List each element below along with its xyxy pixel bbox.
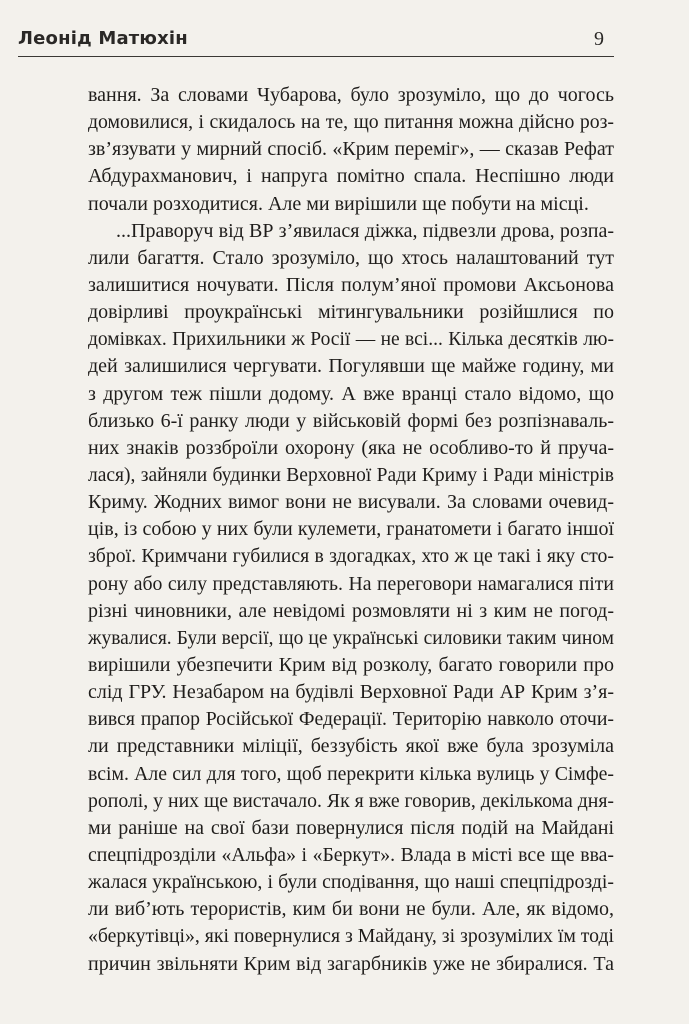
text-line: вирішили убезпечити Крим від розколу, багато говорили про bbox=[88, 653, 614, 676]
running-head-author: Леонід Матюхін bbox=[18, 28, 188, 49]
text-line: ців, із собою у них були кулемети, гранатомети і багато іншої bbox=[88, 518, 614, 541]
text-line: ли виб’ють терористів, ким би вони не були. Але, як відомо, bbox=[88, 898, 614, 921]
text-line: зв’язувати у мирний спосіб. «Крим переміг», — сказав Рефат bbox=[88, 138, 614, 161]
text-line: «беркутівці», які повернулися з Майдану, зі зрозумілих їм тоді bbox=[88, 925, 614, 948]
text-line: ми раніше на свої бази повернулися після подій на Майдані bbox=[88, 816, 614, 839]
text-line: лася), зайняли будинки Верховної Ради Криму і Ради міністрів bbox=[88, 464, 614, 486]
text-line: почали розходитися. Але ми вирішили ще побути на місці. bbox=[88, 192, 589, 215]
text-line: зброї. Кримчани губилися в здогадках, хто ж це такі і яку сто- bbox=[88, 545, 614, 568]
running-header bbox=[18, 22, 614, 58]
text-line: ли представники міліції, беззубість якої вже була зрозуміла bbox=[88, 735, 614, 758]
text-line: лили багаття. Стало зрозуміло, що хтось налаштований тут bbox=[88, 246, 614, 269]
text-line: рону або силу представляють. На переговори намагалися піти bbox=[88, 572, 614, 595]
text-line: причин звільняти Крим від загарбників уже не збиралися. Та bbox=[88, 952, 614, 975]
text-line: домовилися, і скидалось на те, що питання можна дійсно роз- bbox=[88, 111, 614, 134]
text-line: з другом теж пішли додому. А вже вранці стало відомо, що bbox=[88, 382, 614, 405]
text-line: близько 6-ї ранку люди у військовій формі без розпізнаваль- bbox=[88, 409, 614, 432]
text-line: залишитися ночувати. Після полум’яної промови Аксьонова bbox=[88, 273, 614, 296]
text-line: Криму. Жодних вимог вони не висували. За словами очевид- bbox=[88, 491, 614, 514]
text-line: різні чиновники, але невідомі розмовляти ні з ким не погод- bbox=[88, 599, 614, 622]
header-rule bbox=[18, 56, 614, 57]
text-line: рополі, у них ще вистачало. Як я вже говорив, декількома дня- bbox=[88, 789, 614, 812]
text-line: слід ГРУ. Незабаром на будівлі Верховної Ради АР Крим з’я- bbox=[88, 681, 614, 704]
text-line: всім. Але сил для того, щоб перекрити кілька вулиць у Сімфе- bbox=[88, 762, 614, 785]
page-number: 9 bbox=[594, 28, 604, 50]
text-line: дей залишилися чергувати. Погулявши ще майже годину, ми bbox=[88, 355, 614, 378]
text-line: ...Праворуч від ВР з’явилася діжка, підвезли дрова, розпа- bbox=[116, 219, 614, 242]
text-line: спецпідрозділи «Альфа» і «Беркут». Влада в місті все ще вва- bbox=[88, 843, 614, 866]
text-line: Абдурахманович, і напруга помітно спала. Неспішно люди bbox=[88, 165, 614, 188]
text-line: довірливі проукраїнські мітингувальники розійшлися по bbox=[88, 301, 614, 324]
text-line: жалася українською, і були сподівання, що наші спецпідрозді- bbox=[88, 871, 614, 894]
text-line: них знаків роззброїли охорону (яка не особливо-то й пруча- bbox=[88, 436, 614, 459]
body-text bbox=[88, 82, 614, 978]
text-line: вання. За словами Чубарова, було зрозуміло, що до чогось bbox=[88, 84, 614, 106]
text-line: вився прапор Російської Федерації. Територію навколо оточи- bbox=[88, 708, 614, 731]
text-line: домівках. Прихильники ж Росії — не всі... Кілька десятків лю- bbox=[88, 329, 614, 351]
text-line: жувалися. Були версії, що це українські силовики таким чином bbox=[88, 627, 614, 649]
